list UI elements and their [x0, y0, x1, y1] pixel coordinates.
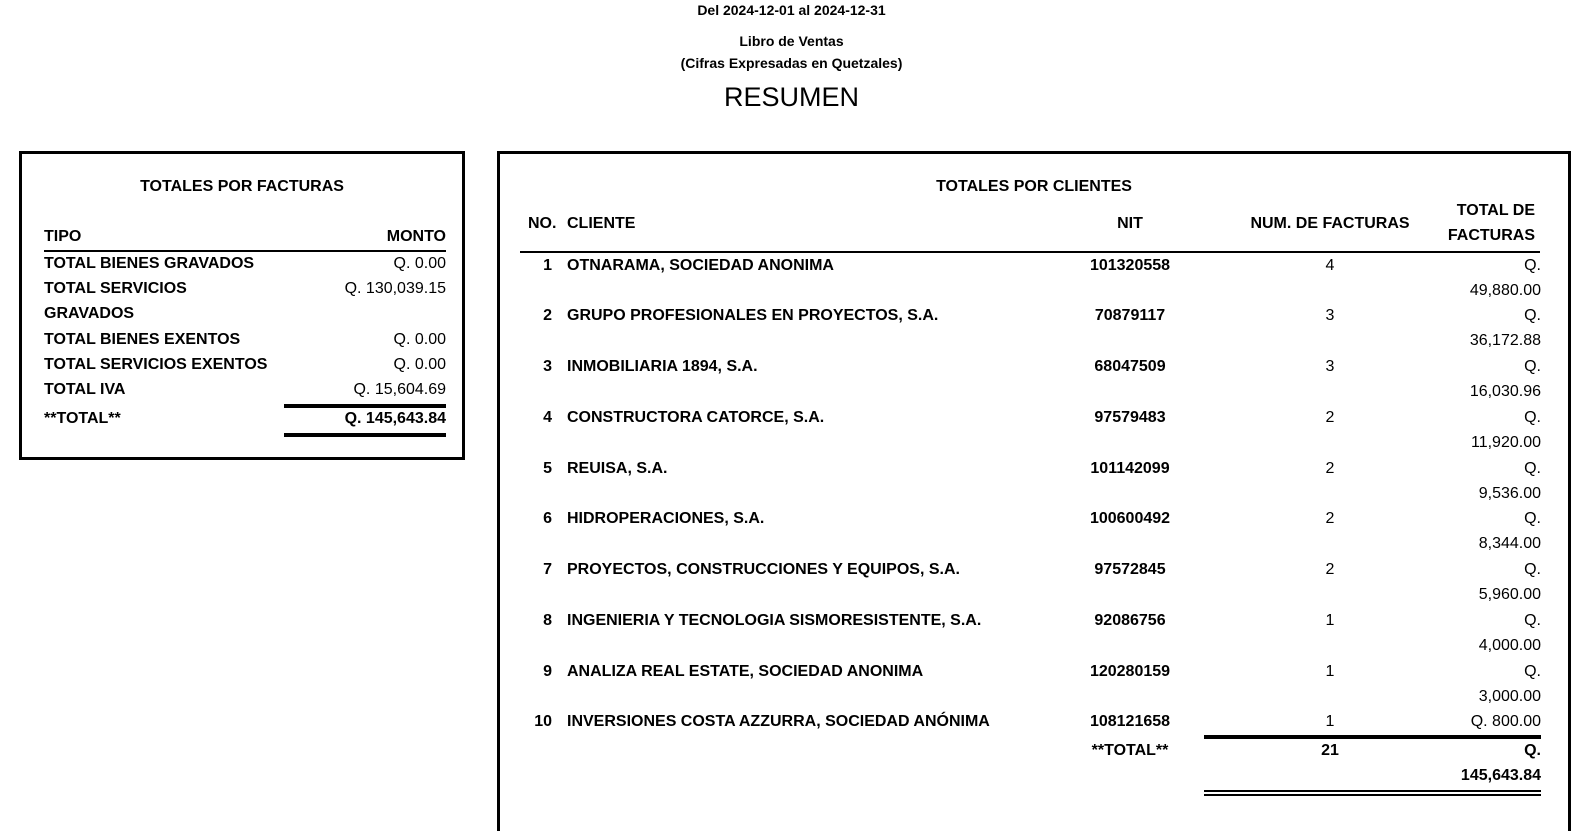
table-row	[500, 405, 1574, 456]
invoice-total-line1: Q. 800.00	[1470, 713, 1541, 730]
invoice-total-line1: Q.	[1524, 257, 1541, 274]
invoice-count: 2	[1325, 409, 1335, 426]
client-name: INMOBILIARIA 1894, S.A.	[567, 358, 758, 375]
invoice-total-line2: 49,880.00	[1469, 282, 1541, 299]
invoice-total-line1: Q.	[1524, 409, 1541, 426]
invoice-count: 2	[1325, 561, 1335, 578]
table-row	[500, 709, 1574, 735]
col-client-header: CLIENTE	[567, 215, 636, 232]
invoice-total-line2: 11,920.00	[1471, 434, 1541, 451]
total-rule-bottom-1	[1204, 790, 1541, 792]
client-name: INVERSIONES COSTA AZZURRA, SOCIEDAD ANÓNIMA	[567, 713, 990, 730]
client-name: ANALIZA REAL ESTATE, SOCIEDAD ANONIMA	[567, 663, 924, 680]
client-nit: 68047509	[1094, 358, 1166, 375]
total-rule-bottom	[284, 433, 446, 437]
col-total-header-line2: FACTURAS	[1447, 227, 1535, 244]
invoice-count: 2	[1325, 510, 1335, 527]
invoice-count: 3	[1325, 358, 1335, 375]
invoice-total-line1: Q.	[1524, 663, 1541, 680]
col-total-header-line1: TOTAL DE	[1456, 202, 1535, 219]
table-row	[500, 354, 1574, 405]
table-row	[500, 659, 1574, 710]
invoice-totals-panel	[19, 151, 465, 460]
row-number: 5	[543, 460, 552, 477]
invoice-count: 1	[1325, 713, 1335, 730]
col-amount-header: MONTO	[386, 228, 446, 245]
section-title: RESUMEN	[723, 82, 859, 112]
row-number: 10	[534, 713, 552, 730]
row-label: TOTAL SERVICIOS EXENTOS	[44, 356, 268, 373]
client-nit: 101320558	[1089, 257, 1171, 274]
table-row	[500, 253, 1574, 304]
table-row	[500, 557, 1574, 608]
row-number: 6	[543, 510, 552, 527]
col-type-header: TIPO	[44, 228, 82, 245]
row-number: 7	[543, 561, 552, 578]
grand-total-count: 21	[1321, 742, 1339, 759]
invoice-total-line1: Q.	[1524, 561, 1541, 578]
grand-total-label: **TOTAL**	[1091, 742, 1169, 759]
invoice-count: 4	[1325, 257, 1335, 274]
invoice-total-line2: 16,030.96	[1469, 383, 1541, 400]
client-nit: 108121658	[1089, 713, 1171, 730]
grand-total-amount-line2: 145,643.84	[1460, 767, 1541, 784]
row-label: TOTAL SERVICIOS GRAVADOS	[44, 280, 187, 322]
col-no-header: NO.	[528, 215, 557, 232]
invoice-total-line2: 3,000.00	[1478, 688, 1541, 705]
invoice-total-line1: Q.	[1524, 510, 1541, 527]
report-period: Del 2024-12-01 al 2024-12-31	[697, 2, 886, 18]
col-nit-header: NIT	[1117, 215, 1143, 232]
table-row	[500, 608, 1574, 659]
invoice-total-line1: Q.	[1524, 307, 1541, 324]
client-grand-total-row	[500, 738, 1574, 789]
client-nit: 97579483	[1094, 409, 1166, 426]
row-label: TOTAL BIENES EXENTOS	[44, 331, 241, 348]
row-number: 3	[543, 358, 552, 375]
row-number: 4	[543, 409, 552, 426]
table-row	[500, 456, 1574, 507]
invoice-totals-header	[44, 228, 446, 252]
invoice-total-line2: 4,000.00	[1478, 637, 1541, 654]
invoice-count: 1	[1325, 612, 1335, 629]
col-count-header: NUM. DE FACTURAS	[1250, 215, 1410, 232]
invoice-totals-title: TOTALES POR FACTURAS	[140, 178, 344, 195]
invoice-count: 1	[1325, 663, 1335, 680]
client-name: OTNARAMA, SOCIEDAD ANONIMA	[567, 257, 834, 274]
row-amount: Q. 130,039.15	[344, 280, 446, 297]
invoice-total-line2: 36,172.88	[1469, 332, 1541, 349]
row-amount: Q. 15,604.69	[353, 381, 446, 398]
currency-note: (Cifras Expresadas en Quetzales)	[680, 55, 903, 71]
row-number: 8	[543, 612, 552, 629]
client-name: GRUPO PROFESIONALES EN PROYECTOS, S.A.	[567, 307, 939, 324]
client-name: HIDROPERACIONES, S.A.	[567, 510, 765, 527]
client-nit: 120280159	[1089, 663, 1171, 680]
row-label: TOTAL IVA	[44, 381, 126, 398]
client-name: REUISA, S.A.	[567, 460, 668, 477]
row-amount: Q. 0.00	[393, 255, 446, 272]
client-nit: 97572845	[1094, 561, 1166, 578]
grand-total-amount-line1: Q.	[1524, 742, 1541, 759]
client-name: CONSTRUCTORA CATORCE, S.A.	[567, 409, 825, 426]
row-amount: Q. 0.00	[393, 331, 446, 348]
invoice-count: 3	[1325, 307, 1335, 324]
client-totals-panel	[497, 151, 1571, 831]
client-name: INGENIERIA Y TECNOLOGIA SISMORESISTENTE, S.A.	[567, 612, 982, 629]
table-row	[500, 303, 1574, 354]
client-name: PROYECTOS, CONSTRUCCIONES Y EQUIPOS, S.A.	[567, 561, 960, 578]
row-number: 1	[543, 257, 552, 274]
client-nit: 70879117	[1094, 307, 1166, 324]
row-label: TOTAL BIENES GRAVADOS	[44, 255, 255, 272]
grand-total-label: **TOTAL**	[44, 410, 121, 427]
total-rule-bottom-2	[1204, 794, 1541, 796]
invoice-total-line1: Q.	[1524, 612, 1541, 629]
invoice-total-line1: Q.	[1524, 460, 1541, 477]
invoice-total-line1: Q.	[1524, 358, 1541, 375]
row-number: 2	[543, 307, 552, 324]
row-amount: Q. 0.00	[393, 356, 446, 373]
row-number: 9	[543, 663, 552, 680]
grand-total-amount: Q. 145,643.84	[344, 410, 446, 427]
invoice-total-line2: 9,536.00	[1478, 485, 1541, 502]
client-nit: 92086756	[1094, 612, 1166, 629]
client-nit: 101142099	[1090, 460, 1170, 477]
client-totals-title: TOTALES POR CLIENTES	[936, 178, 1132, 195]
invoice-total-line2: 5,960.00	[1478, 586, 1541, 603]
report-title: Libro de Ventas	[739, 33, 844, 49]
invoice-count: 2	[1325, 460, 1335, 477]
table-row	[500, 506, 1574, 557]
client-nit: 100600492	[1089, 510, 1171, 527]
invoice-total-line2: 8,344.00	[1478, 535, 1541, 552]
